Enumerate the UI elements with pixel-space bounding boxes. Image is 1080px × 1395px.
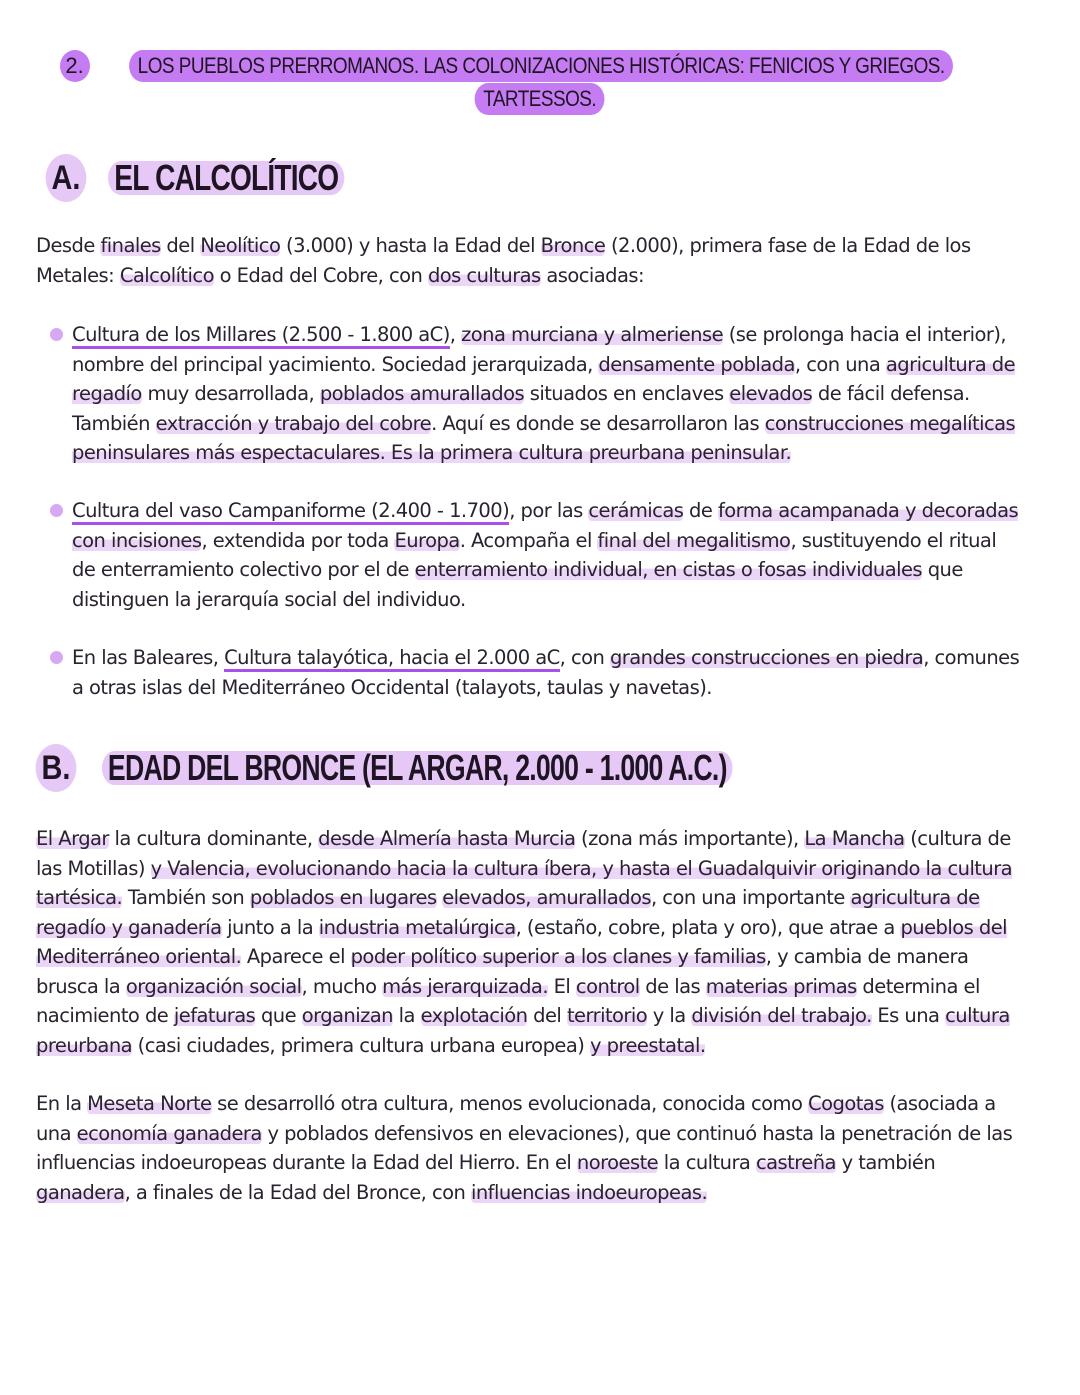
highlighted-text: densamente poblada (598, 352, 795, 376)
highlighted-text: cultura preurbana (36, 1004, 1010, 1057)
highlighted-text: y Valencia, evolucionando hacia la cultura íbera, y hasta el Guadalquivir originando la cultura tartésica. (36, 856, 1013, 909)
underlined-term: Cultura del vaso Campaniforme (2.400 - 1.700) (72, 499, 509, 525)
highlighted-text: zona murciana y almeriense (461, 323, 724, 346)
section-b-letter: B. (36, 744, 77, 792)
highlighted-text: enterramiento individual, en cistas o fosas individuales (414, 558, 923, 581)
title-line-2: TARTESSOS. (475, 83, 605, 115)
highlighted-text: más jerarquizada. (382, 974, 548, 998)
highlighted-text: poder político superior a los clanes y familias (350, 945, 766, 968)
bullet-talayotica (72, 643, 1022, 702)
highlighted-text: El Argar (36, 827, 109, 850)
highlighted-text: grandes construcciones en piedra (609, 646, 924, 669)
section-b-paragraph-2 (36, 1089, 1026, 1207)
highlighted-text: Cogotas (808, 1092, 884, 1115)
intro-paragraph: Desde finales del Neolítico (3.000) y hasta la Edad del Bronce (2.000), primera fase de la Edad de los Metales: Calcolítico o Edad del Cobre, con dos culturas asociadas: (36, 234, 971, 287)
title-number: 2. (60, 50, 90, 82)
section-a-intro (36, 231, 1026, 290)
highlighted-text: castreña (755, 1151, 836, 1174)
highlighted-text: noroeste (576, 1151, 659, 1174)
highlighted-text: Europa (394, 528, 460, 552)
section-a-heading (42, 154, 411, 202)
highlighted-text: final del megalitismo (597, 528, 791, 552)
highlighted-text: y preestatal. (589, 1033, 706, 1057)
highlighted-text: ganadera (36, 1180, 125, 1204)
section-b-paragraph-1 (36, 824, 1026, 1060)
section-a-title: EL CALCOLÍTICO (108, 161, 345, 195)
highlighted-text: materias primas (705, 974, 857, 998)
section-b-title: EDAD DEL BRONCE (EL ARGAR, 2.000 - 1.000 A.C.) (102, 751, 733, 785)
meseta-paragraph: En la Meseta Norte se desarrolló otra cultura, menos evolucionada, conocida como Cogotas (asociada a una economía ganadera y poblados defensivos en elevaciones), que continuó hasta la penetración de las influencias indoeuropeas durante la Edad del Hierro. En el noroeste la cultura castreña y también ganadera, a finales de la Edad del Bronce, con influencias indoeuropeas. (36, 1092, 1013, 1204)
highlighted-text: dos culturas (427, 263, 541, 287)
highlighted-text: división del trabajo. (691, 1004, 872, 1027)
bullet-dot-icon (50, 504, 63, 517)
underlined-term: Cultura de los Millares (2.500 - 1.800 aC) (72, 323, 450, 349)
argar-paragraph: El Argar la cultura dominante, desde Almería hasta Murcia (zona más importante), La Mancha (cultura de las Motillas) y Valencia, evolucionando hacia la cultura íbera, y hasta el Guadalquivir originando la cultura tartésica. También son poblados en lugares elevados, amurallados, con una importante agricultura de regadío y ganadería junto a la industria metalúrgica, (estaño, cobre, plata y oro), que atrae a pueblos del Mediterráneo oriental. Aparece el poder político superior a los clanes y familias, y cambia de manera brusca la organización social, mucho más jerarquizada. El control de las materias primas determina el nacimiento de jefaturas que organizan la explotación del territorio y la división del trabajo. Es una cultura preurbana (casi ciudades, primera cultura urbana europea) y preestatal. (36, 827, 1013, 1057)
highlighted-text: cerámicas (588, 499, 684, 522)
highlighted-text: industria metalúrgica (318, 915, 516, 939)
underlined-term: Cultura talayótica, hacia el 2.000 aC (224, 646, 560, 672)
highlighted-text: territorio (566, 1004, 648, 1027)
highlighted-text: forma acampanada y decoradas con incisiones (72, 499, 1019, 552)
highlighted-text: La Mancha (804, 827, 905, 850)
highlighted-text: finales (100, 234, 161, 257)
bullet-campaniforme (72, 496, 1022, 614)
document-title (0, 50, 1080, 82)
highlighted-text: desde Almería hasta Murcia (318, 827, 576, 850)
highlighted-text: organización social (125, 974, 302, 998)
highlighted-text: jefaturas (173, 1004, 256, 1027)
section-b-heading (32, 744, 954, 792)
highlighted-text: explotación (420, 1004, 528, 1027)
highlighted-text: control (575, 974, 640, 998)
highlighted-text: organizan (301, 1004, 393, 1027)
highlighted-text: Bronce (540, 234, 606, 257)
bullet-text: En las Baleares, Cultura talayótica, hacia el 2.000 aC, con grandes construcciones en piedra, comunes a otras islas del Mediterráneo Occidental (talayots, taulas y navetas). (72, 646, 1020, 699)
highlighted-text: Neolítico (200, 234, 281, 257)
highlighted-text: elevados (729, 382, 813, 405)
highlighted-text: economía ganadera (76, 1121, 262, 1145)
highlighted-text: poblados amurallados (319, 382, 525, 405)
title-line-1: LOS PUEBLOS PRERROMANOS. LAS COLONIZACIONES HISTÓRICAS: FENICIOS Y GRIEGOS. (129, 50, 953, 82)
highlighted-text: Meseta Norte (87, 1092, 212, 1115)
highlighted-text: influencias indoeuropeas. (470, 1180, 708, 1204)
highlighted-text: agricultura de regadío y ganadería (36, 886, 980, 939)
highlighted-text: extracción y trabajo del cobre (155, 411, 432, 435)
highlighted-text: agricultura de regadío (72, 352, 1016, 405)
bullet-text: Cultura de los Millares (2.500 - 1.800 aC), zona murciana y almeriense (se prolonga hacia el interior), nombre del principal yacimiento. Sociedad jerarquizada, densamente poblada, con una agricultura de regadío muy desarrollada, poblados amurallados situados en enclaves elevados de fácil defensa. También extracción y trabajo del cobre. Aquí es donde se desarrollaron las construcciones megalíticas peninsulares más espectaculares. Es la primera cultura preurbana peninsular. (72, 323, 1016, 464)
highlighted-text: elevados, amurallados (442, 886, 651, 909)
bullet-millares (72, 320, 1022, 468)
highlighted-text: pueblos del Mediterráneo oriental. (36, 915, 1008, 968)
bullet-text: Cultura del vaso Campaniforme (2.400 - 1.700), por las cerámicas de forma acampanada y decoradas con incisiones, extendida por toda Europa. Acompaña el final del megalitismo, sustituyendo el ritual de enterramiento colectivo por el de enterramiento individual, en cistas o fosas individuales que distinguen la jerarquía social del individuo. (72, 499, 1019, 611)
bullet-dot-icon (50, 651, 63, 664)
section-a-letter: A. (46, 154, 87, 202)
document-title-continued (0, 83, 1080, 115)
highlighted-text: poblados en lugares (249, 886, 437, 909)
highlighted-text: Calcolítico (119, 263, 214, 287)
bullet-dot-icon (50, 328, 63, 341)
highlighted-text: construcciones megalíticas peninsulares más espectaculares. Es la primera cultura preurbana peninsular. (72, 411, 1016, 464)
